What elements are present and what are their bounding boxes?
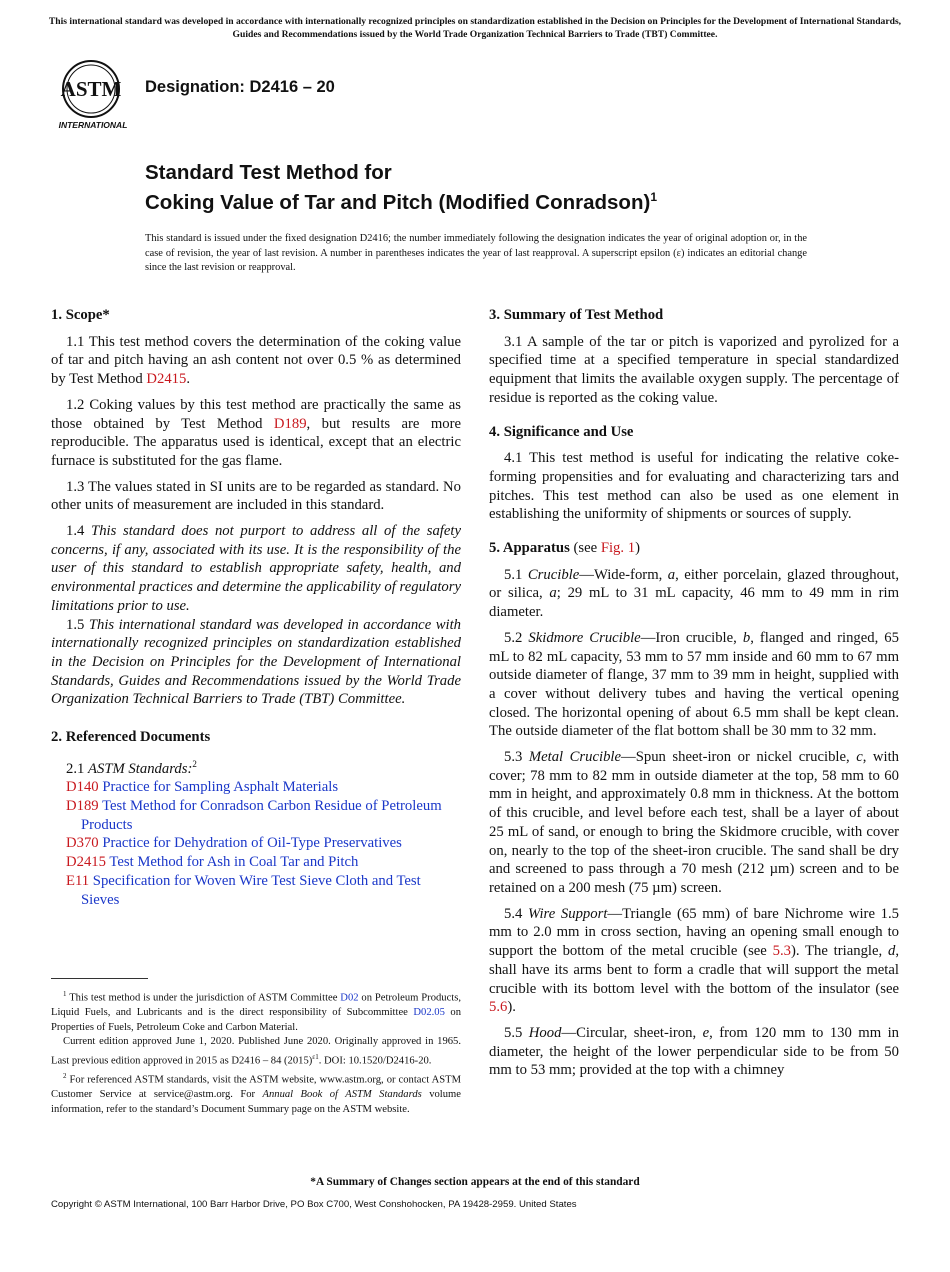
link-d02[interactable]: D02 xyxy=(340,992,359,1004)
para-5-4: 5.4 Wire Support—Triangle (65 mm) of bare Nichrome wire 1.5 mm to 2.0 mm in cross section, having an opening small enough to support the bottom of the metal crucible (see 5.3). The triangle, d, shall have its arms bent to form a cradle that will support the metal crucible with its bottom level with the bottom of the insulator (see 5.6). xyxy=(489,905,899,1016)
para-1-3: 1.3 The values stated in SI units are to be regarded as standard. No other units of measurement are included in this standard. xyxy=(51,478,461,514)
reference-item[interactable]: D189 Test Method for Conradson Carbon Residue of Petroleum Products xyxy=(66,798,442,833)
footnote-1: $^1$ This test method is under the jurisdiction of ASTM Committee D02 on Petroleum Products, Liquid Fuels, and Lubricants and is the direct responsibility of Subcommittee D02.05 on Properties of Fuels, Petroleum Coke and Carbon Material. xyxy=(51,990,462,1033)
para-4-1: 4.1 This test method is useful for indicating the relative coke-forming propensities and for evaluating and characterizing tars and pitches. This test method can also be used as one element in establishing the uniformity of shipments or sources of supply. xyxy=(489,450,899,523)
para-1-1: 1.1 This test method covers the determination of the coking value of tar and pitch having an ash content not over 0.5 % as determined by Test Method D2415. xyxy=(51,333,461,388)
document-title xyxy=(145,160,905,215)
footnotes xyxy=(51,987,461,1117)
issuance-note: This standard is issued under the fixed designation D2416; the number immediately following the designation indicates the year of original adoption or, in the case of revision, the year of last revision. A number in parentheses indicates the year of last reapproval. A superscript epsilon (ε) indicates an editorial change since the last revision or reapproval. xyxy=(145,233,807,274)
reference-item[interactable]: D370 Practice for Dehydration of Oil-Type Preservatives xyxy=(66,835,402,852)
logo-subtext: INTERNATIONAL xyxy=(58,120,128,130)
summary-of-changes-note: *A Summary of Changes section appears at the end of this standard xyxy=(310,1176,640,1188)
astm-logo-icon xyxy=(52,56,134,132)
logo-text: ASTM xyxy=(60,77,122,101)
title-line-1: Standard Test Method for xyxy=(145,161,392,184)
astm-logo xyxy=(52,56,134,132)
footnote-1-edition: Current edition approved June 1, 2020. Published June 2020. Originally approved in 1965. Last previous edition approved in 2015 as D2416 – 84 $(2015)^{\varepsilon 1}$. DOI: 10.1520/D2416-20. xyxy=(51,1036,461,1067)
footnote-2-ref[interactable]: 2 xyxy=(192,758,197,769)
link-d02-05[interactable]: D02.05 xyxy=(413,1007,445,1019)
section-4-heading: 4. Significance and Use xyxy=(489,423,634,440)
link-5-3[interactable]: 5.3 xyxy=(772,943,791,960)
footnote-divider xyxy=(51,978,148,979)
link-d189[interactable]: D189 xyxy=(273,415,307,432)
para-1-2: 1.2 Coking values by this test method are practically the same as those obtained by Test Method D189, but results are more reproducible. The apparatus used is identical, except that an electric furnace is substituted for the gas flame. xyxy=(51,396,461,469)
reference-item[interactable]: D2415 Test Method for Ash in Coal Tar and Pitch xyxy=(66,854,359,871)
para-5-2: 5.2 Skidmore Crucible—Iron crucible, b, flanged and ringed, 65 mL to 82 mL capacity, 53 mm to 57 mm inside and 60 mm to 67 mm outside diameter of flange, 37 mm to 39 mm in height, supplied with a cover without delivery tubes and having the vertical opening closed. The horizontal opening of about 6.5 mm shall be kept clean. The outside diameter of the flat bottom shall be 30 mm to 32 mm. xyxy=(489,629,899,740)
reference-item[interactable]: D140 Practice for Sampling Asphalt Materials xyxy=(66,779,339,796)
link-fig-1[interactable]: Fig. 1 xyxy=(600,540,636,557)
title-line-2: Coking Value of Tar and Pitch (Modified Conradson)$^1$ xyxy=(145,190,657,214)
right-column xyxy=(489,306,899,1087)
designation: Designation: D2416 – 20 xyxy=(145,78,335,96)
section-3-heading: 3. Summary of Test Method xyxy=(489,307,664,323)
section-1-heading: 1. Scope* xyxy=(51,307,110,323)
para-5-3: 5.3 Metal Crucible—Spun sheet-iron or nickel crucible, c, with cover; 78 mm to 82 mm in outside diameter at the top, 58 mm to 60 mm in height, and approximately 0.8 mm in thickness. At the bottom of this crucible, and level before each test, shall be a layer of about 25 mL of sand, or enough to bring the Skidmore crucible, with cover on, nearly to the top of the sheet-iron crucible. The sand shall be dry and screened to pass through a 70 mesh (212 µm) screen and to be retained on a 200 mesh (75 µm) screen. xyxy=(489,749,899,896)
top-notice: This international standard was developed in accordance with internationally recognized principles on standardization established in the Decision on Principles for the Development of International Standards, Guides and Recommendations issued by the World Trade Organization Technical Barriers to Trade (TBT) Committee. xyxy=(48,16,902,40)
para-3-1: 3.1 A sample of the tar or pitch is vaporized and pyrolized for a specified time at a specified temperature in special standardized equipment that limits the available oxygen supply. The percentage of residue is reported as the coking value. xyxy=(489,333,899,406)
para-2-1: 2.1 ASTM Standards:$^2$ xyxy=(66,758,197,777)
para-5-1: 5.1 Crucible—Wide-form, a, either porcelain, glazed throughout, or silica, a; 29 mL to 31 mL capacity, 46 mm to 49 mm in rim diameter. xyxy=(489,566,900,621)
left-column xyxy=(51,306,461,909)
para-1-5: 1.5 This international standard was developed in accordance with internationally recognized principles on standardization established in the Decision on Principles for the Development of International Standards, Guides and Recommendations issued by the World Trade Organization Technical Barriers to Trade (TBT) Committee. xyxy=(51,616,461,708)
title-footnote-ref[interactable]: 1 xyxy=(650,190,657,204)
link-5-6[interactable]: 5.6 xyxy=(489,999,508,1016)
para-1-4: 1.4 This standard does not purport to address all of the safety concerns, if any, associated with its use. It is the responsibility of the user of this standard to establish appropriate safety, health, and environmental practices and determine the applicability of regulatory limitations prior to use. xyxy=(51,523,462,614)
link-d2415[interactable]: D2415 xyxy=(146,371,187,388)
reference-item[interactable]: E11 Specification for Woven Wire Test Sieve Cloth and Test Sieves xyxy=(66,872,421,908)
para-5-5: 5.5 Hood—Circular, sheet-iron, e, from 120 mm to 130 mm in diameter, the height of the lower perpendicular side to be from 50 mm to 53 mm; provided at the top with a chimney xyxy=(489,1024,900,1079)
section-2-heading: 2. Referenced Documents xyxy=(51,729,211,746)
copyright-line: Copyright © ASTM International, 100 Barr Harbor Drive, PO Box C700, West Conshohocken, PA 19428-2959. United States xyxy=(51,1199,577,1210)
section-5-heading: 5. Apparatus (see Fig. 1) xyxy=(489,540,640,557)
footnote-2: $^2$ For referenced ASTM standards, visit the ASTM website, www.astm.org, or contact ASTM Customer Service at service@astm.org. For Annual Book of ASTM Standards volume information, refer to the standard’s Document Summary page on the ASTM website. xyxy=(51,1072,461,1115)
